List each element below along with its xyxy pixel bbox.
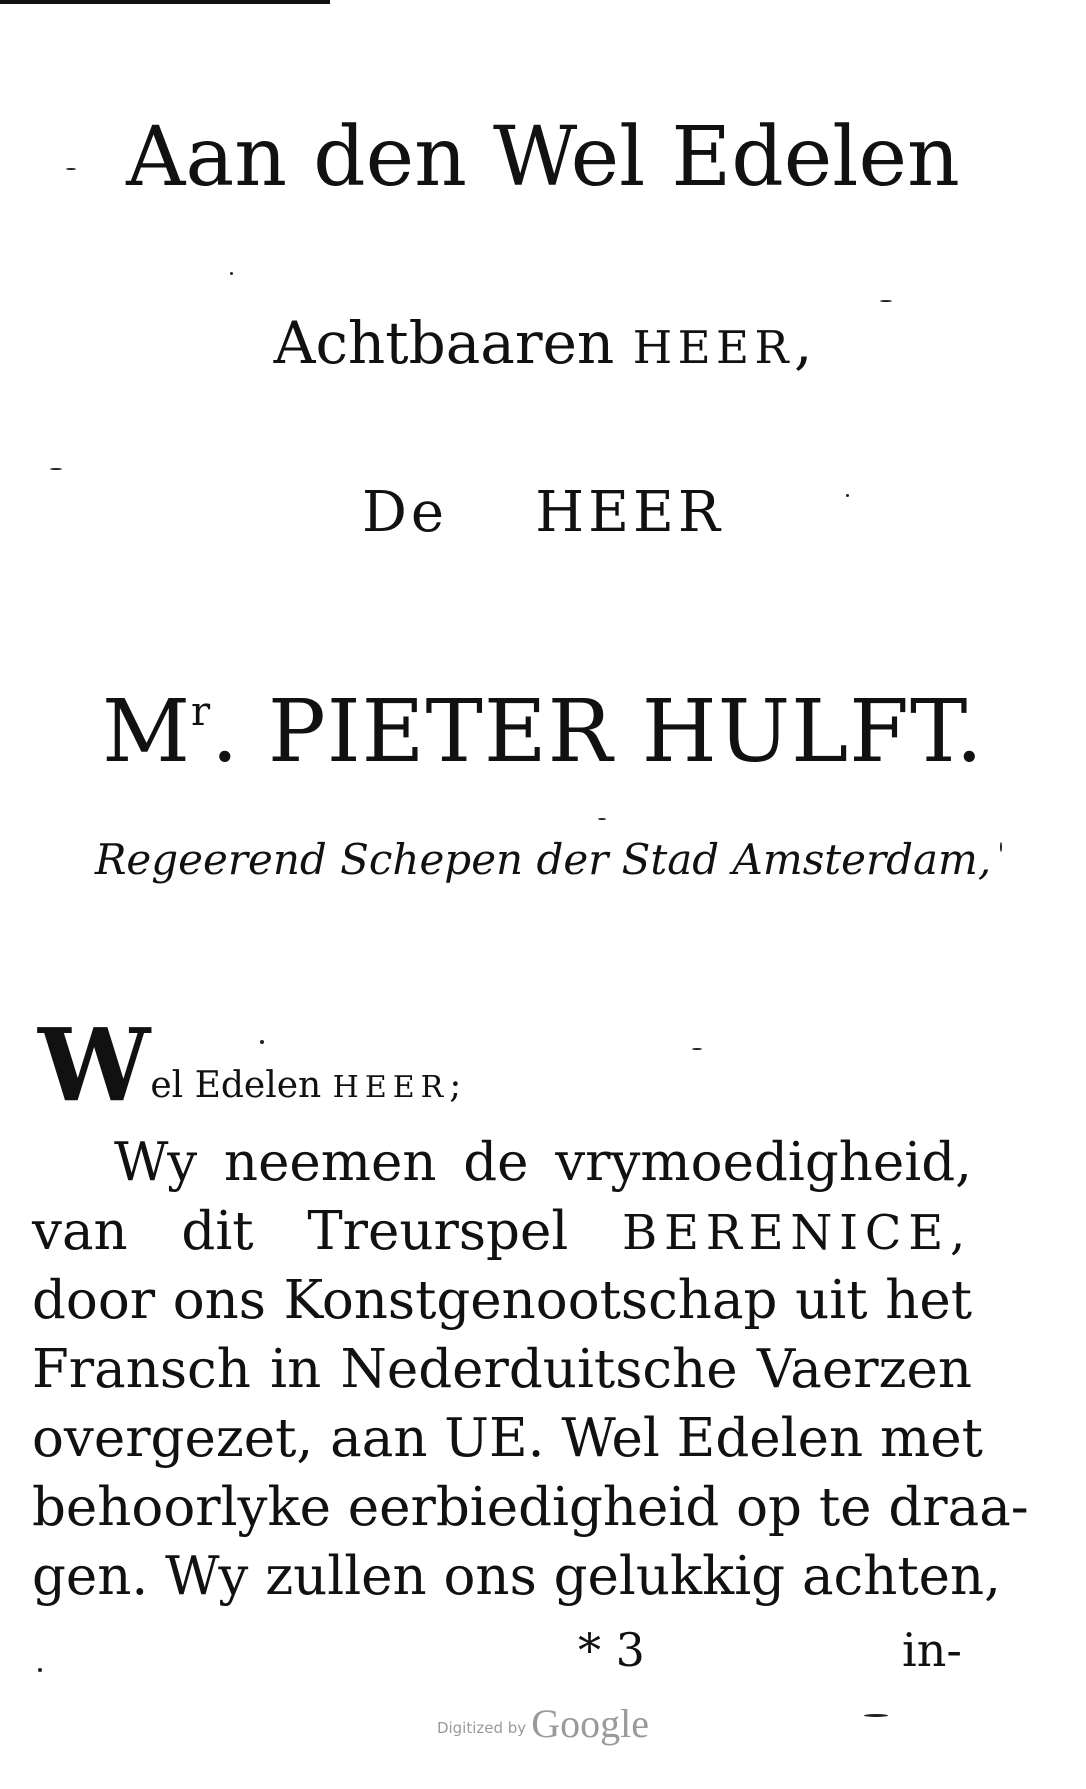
body-line: behoorlyke eerbiedigheid op te draa- (32, 1477, 1029, 1538)
dedication-line-2 (0, 308, 1086, 383)
print-speck (692, 1048, 702, 1050)
drop-cap: W (38, 1006, 151, 1124)
print-speck (260, 1040, 264, 1044)
body-line: overgezet, aan UE. Wel Edelen met (32, 1408, 983, 1469)
salutation-text (150, 1065, 461, 1106)
page-edge-rule (0, 0, 330, 4)
body-line: Wy neemen de vrymoedigheid, (114, 1132, 972, 1193)
dedicatee-name-main: . PIETER HULFT. (211, 682, 985, 782)
dedication-line-1: Aan den Wel Edelen (126, 110, 960, 205)
print-speck (864, 1714, 888, 1717)
print-speck (230, 272, 233, 275)
dedication-line-2-heer: HEER (632, 321, 794, 374)
print-speck (846, 494, 849, 497)
dedicatee-office: Regeerend Schepen der Stad Amsterdam, (94, 835, 992, 884)
print-speck (66, 168, 76, 170)
dedication-line-3-text: De (361, 480, 449, 545)
dedicatee-name (0, 660, 1086, 784)
dedication-line-2-comma: , (794, 309, 813, 377)
body-text (32, 1128, 1029, 1611)
dedication-line-3 (0, 478, 1086, 548)
print-speck (1000, 842, 1002, 852)
body-line: gen. Wy zullen ons gelukkig achten, (32, 1546, 1002, 1607)
salutation-heer: HEER (332, 1070, 450, 1105)
dedicatee-title-m: M (101, 682, 192, 782)
digitized-watermark (0, 1700, 1086, 1747)
salutation-punct: ; (449, 1065, 462, 1106)
signature-mark: * 3 (578, 1623, 645, 1677)
dedication-line-3-heer: HEER (535, 480, 724, 545)
play-title-berenice: BERENICE, (622, 1205, 972, 1261)
digitized-by-text: Digitized by (436, 1719, 527, 1737)
dedication-line-2-text: Achtbaaren (273, 309, 615, 377)
dedicatee-title-sup: r (191, 689, 212, 735)
print-speck (38, 1668, 42, 1672)
google-logo-text: Google (531, 1701, 650, 1746)
catchword: in- (902, 1623, 962, 1677)
print-speck (880, 300, 892, 302)
body-line-text: van dit Treurspel (32, 1201, 569, 1262)
print-speck (50, 468, 62, 470)
salutation-words: el Edelen (150, 1065, 322, 1106)
salutation (38, 1006, 462, 1124)
body-line: door ons Konstgenootschap uit het (32, 1270, 972, 1331)
print-speck (598, 818, 606, 820)
body-line (32, 1197, 972, 1266)
body-line: Fransch in Nederduitsche Vaerzen (32, 1339, 972, 1400)
